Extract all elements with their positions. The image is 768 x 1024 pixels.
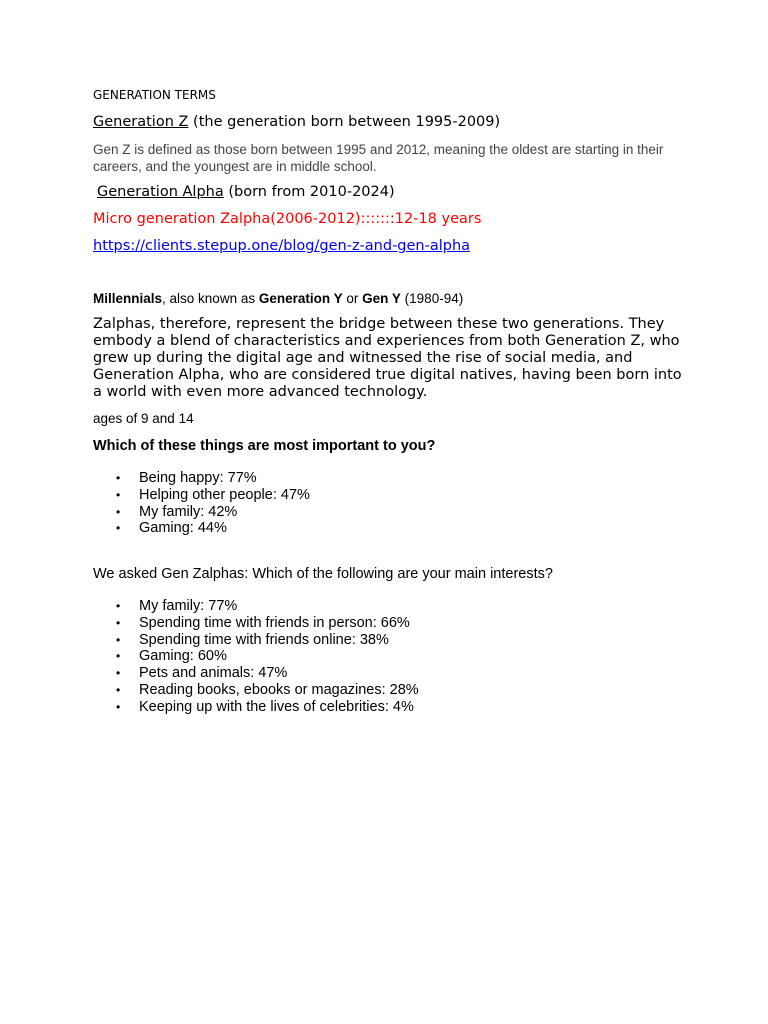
list-item-text: Reading books, ebooks or magazines: 28% xyxy=(139,681,419,698)
list-item xyxy=(93,504,683,521)
bullet-icon: • xyxy=(116,699,121,714)
reference-link[interactable]: https://clients.stepup.one/blog/gen-z-and-gen-alpha xyxy=(93,238,471,254)
alpha-desc: (born from 2010-2024) xyxy=(223,184,395,200)
bullet-icon: • xyxy=(116,649,121,664)
list-item xyxy=(93,470,683,487)
bullet-icon: • xyxy=(116,504,121,519)
list-item xyxy=(93,665,683,682)
genz-line xyxy=(93,113,683,131)
bullet-icon: • xyxy=(116,471,121,485)
alpha-line xyxy=(93,183,687,201)
question-important-heading: Which of these things are most important to you? xyxy=(93,438,436,454)
list-item-text: Spending time with friends online: 38% xyxy=(139,631,389,648)
alpha-term: Generation Alpha xyxy=(97,184,224,200)
bullet-icon: • xyxy=(116,632,121,647)
millennials-line xyxy=(93,290,683,307)
list-item-text: Keeping up with the lives of celebrities: 4% xyxy=(139,698,414,715)
millennials-aka: , also known as xyxy=(162,291,259,306)
list-item-text: Helping other people: 47% xyxy=(139,486,310,503)
generation-y-term: Generation Y xyxy=(258,291,343,306)
list-item-text: My family: 77% xyxy=(139,598,238,614)
millennials-years: (1980-94) xyxy=(400,291,464,306)
reference-link-line xyxy=(93,237,683,255)
list-item xyxy=(93,615,683,632)
gen-y-term: Gen Y xyxy=(362,291,401,306)
bullet-icon: • xyxy=(116,521,121,536)
list-item xyxy=(93,648,683,665)
list-item-text: Being happy: 77% xyxy=(139,470,257,486)
bullet-icon: • xyxy=(116,487,121,502)
question-interests-line: We asked Gen Zalphas: Which of the following are your main interests? xyxy=(93,566,553,582)
list-item-text: My family: 42% xyxy=(139,503,238,520)
bullet-icon: • xyxy=(116,599,121,613)
list-item xyxy=(93,699,683,716)
micro-generation-line: Micro generation Zalpha(2006-2012):::::::12-18 years xyxy=(93,211,482,227)
list-item-text: Pets and animals: 47% xyxy=(139,665,288,682)
genz-definition: Gen Z is defined as those born between 1995 and 2012, meaning the oldest are starting in their careers, and the youngest are in middle school. xyxy=(93,142,664,174)
genz-term: Generation Z xyxy=(93,114,189,130)
list-item xyxy=(93,682,683,699)
zalphas-paragraph: Zalphas, therefore, represent the bridge between these two generations. They embody a blend of characteristics and experiences from both Generation Z, who grew up during the digital age and witnessed the rise of social media, and Generation Alpha, who are considered true digital natives, having been born into a world with even more advanced technology. xyxy=(93,316,682,400)
important-list xyxy=(93,470,683,537)
list-item-text: Spending time with friends in person: 66% xyxy=(139,614,410,631)
document-heading: GENERATION TERMS xyxy=(93,88,216,102)
bullet-icon: • xyxy=(116,682,121,697)
millennials-term: Millennials xyxy=(93,291,163,306)
list-item xyxy=(93,598,683,615)
bullet-icon: • xyxy=(116,615,121,630)
genz-desc: (the generation born between 1995-2009) xyxy=(188,114,501,130)
millennials-or: or xyxy=(342,291,363,306)
interests-list xyxy=(93,598,683,716)
list-item xyxy=(93,632,683,649)
list-item-text: Gaming: 44% xyxy=(139,520,227,537)
ages-line: ages of 9 and 14 xyxy=(93,411,194,426)
list-item-text: Gaming: 60% xyxy=(139,648,227,665)
bullet-icon: • xyxy=(116,666,121,681)
list-item xyxy=(93,520,683,537)
list-item xyxy=(93,487,683,504)
